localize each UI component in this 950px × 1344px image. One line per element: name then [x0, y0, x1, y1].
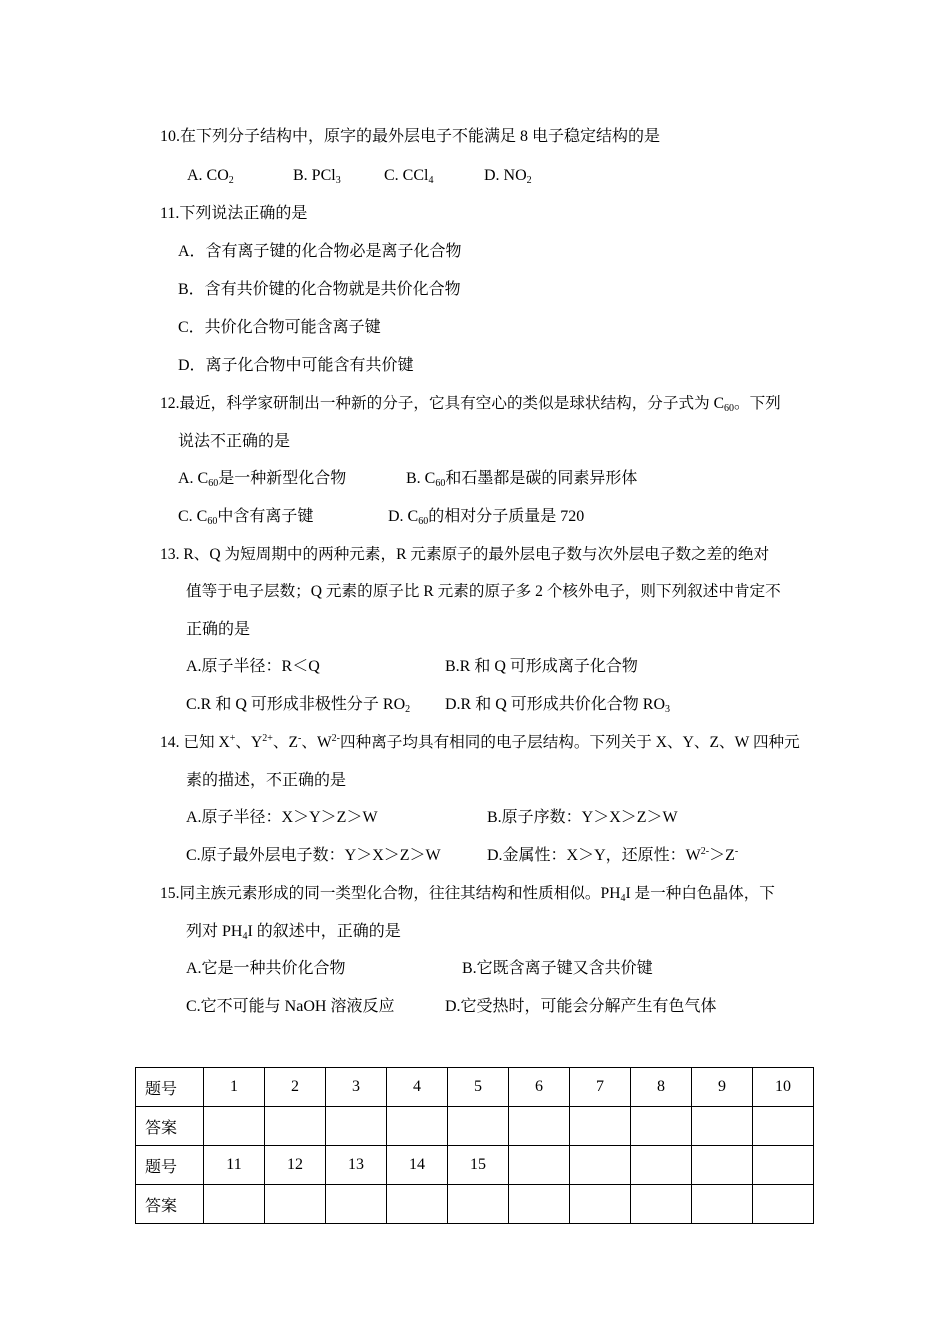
question-number-cell: 12 — [265, 1146, 326, 1185]
question-number-cell — [509, 1146, 570, 1185]
q15-option-b: B.它既含离子键又含共价键 — [462, 960, 653, 977]
answer-cell[interactable] — [509, 1185, 570, 1224]
q11-option-c: C．共价化合物可能含离子键 — [178, 319, 381, 336]
question-number-cell: 3 — [326, 1068, 387, 1107]
answer-table — [135, 1067, 814, 1224]
row-label-answer: 答案 — [136, 1107, 204, 1146]
answer-cell[interactable] — [204, 1185, 265, 1224]
q10-option-a: A. $CO_2$ — [187, 167, 234, 186]
question-number-cell: 15 — [448, 1146, 509, 1185]
question-number-cell: 2 — [265, 1068, 326, 1107]
table-row-answers-1 — [136, 1107, 814, 1146]
question-number-cell: 7 — [570, 1068, 631, 1107]
answer-cell[interactable] — [448, 1185, 509, 1224]
q10-option-c: C. CCl$_4$ — [384, 167, 434, 186]
question-number-cell — [692, 1146, 753, 1185]
question-number-cell — [570, 1146, 631, 1185]
question-number-cell: 5 — [448, 1068, 509, 1107]
q13-stem-line1: 13. R、Q 为短周期中的两种元素，R 元素原子的最外层电子数与次外层电子数之差的绝对 — [160, 546, 770, 563]
answer-cell[interactable] — [570, 1107, 631, 1146]
answer-cell[interactable] — [631, 1185, 692, 1224]
q13-option-c: C.R 和 Q 可形成非极性分子 $RO_2$ — [186, 696, 411, 715]
answer-cell[interactable] — [326, 1185, 387, 1224]
answer-cell[interactable] — [692, 1185, 753, 1224]
question-number-cell: 13 — [326, 1146, 387, 1185]
question-number-cell: 11 — [204, 1146, 265, 1185]
q13-option-a: A.原子半径：R＜Q — [186, 658, 320, 675]
q14-option-c: C.原子最外层电子数：Y＞X＞Z＞W — [186, 847, 441, 864]
question-number-cell: 4 — [387, 1068, 448, 1107]
q15-option-a: A.它是一种共价化合物 — [186, 960, 346, 977]
q15-stem-line1: 15.同主族元素形成的同一类型化合物，往往其结构和性质相似。$PH_4I$ 是一种白色晶体，下 — [160, 885, 775, 904]
row-label-number: 题号 — [136, 1146, 204, 1185]
q11-option-a: A．含有离子键的化合物必是离子化合物 — [178, 243, 462, 260]
answer-cell[interactable] — [387, 1185, 448, 1224]
q15-option-c: C.它不可能与 NaOH 溶液反应 — [186, 998, 395, 1015]
q12-option-c: C. $C_{60}$中含有离子键 — [178, 508, 314, 527]
answer-cell[interactable] — [631, 1107, 692, 1146]
question-number-cell — [631, 1146, 692, 1185]
answer-cell[interactable] — [570, 1185, 631, 1224]
q13-stem-line3: 正确的是 — [186, 621, 251, 638]
answer-cell[interactable] — [509, 1107, 570, 1146]
answer-cell[interactable] — [204, 1107, 265, 1146]
answer-cell[interactable] — [326, 1107, 387, 1146]
q10-option-d: D. $NO_2$ — [484, 167, 532, 186]
answer-cell[interactable] — [753, 1107, 814, 1146]
q12-option-b: B. $C_{60}$和石墨都是碳的同素异形体 — [406, 470, 638, 489]
answer-cell[interactable] — [753, 1185, 814, 1224]
row-label-answer: 答案 — [136, 1185, 204, 1224]
question-number-cell: 10 — [753, 1068, 814, 1107]
q12-stem-line1: 12.最近，科学家研制出一种新的分子，它具有空心的类似是球状结构，分子式为 $C_{60}$。下列 — [160, 395, 781, 414]
question-number-cell: 8 — [631, 1068, 692, 1107]
question-number-cell: 6 — [509, 1068, 570, 1107]
q12-stem-line2: 说法不正确的是 — [178, 433, 291, 450]
answer-cell[interactable] — [387, 1107, 448, 1146]
q11-stem: 11.下列说法正确的是 — [160, 205, 308, 222]
table-row-numbers-2 — [136, 1146, 814, 1185]
table-row-answers-2 — [136, 1185, 814, 1224]
answer-cell[interactable] — [448, 1107, 509, 1146]
question-number-cell: 14 — [387, 1146, 448, 1185]
answer-cell[interactable] — [692, 1107, 753, 1146]
q13-stem-line2: 值等于电子层数；Q 元素的原子比 R 元素的原子多 2 个核外电子，则下列叙述中肯定不 — [186, 583, 781, 600]
q13-option-b: B.R 和 Q 可形成离子化合物 — [445, 658, 638, 675]
q10-stem: 10.在下列分子结构中，原字的最外层电子不能满足 8 电子稳定结构的是 — [160, 128, 661, 145]
q10-option-b: B. PCl$_3$ — [293, 167, 341, 186]
q15-option-d: D.它受热时，可能会分解产生有色气体 — [445, 998, 717, 1015]
row-label-number: 题号 — [136, 1068, 204, 1107]
answer-cell[interactable] — [265, 1107, 326, 1146]
question-number-cell — [753, 1146, 814, 1185]
q14-stem-line1: 14. 已知 X+、$Y^{2+}$、Z-、$W^{2-}$四种离子均具有相同的电子层结构。下列关于 X、Y、Z、W 四种元 — [160, 733, 800, 751]
q11-option-b: B．含有共价键的化合物就是共价化合物 — [178, 281, 461, 298]
q14-stem-line2: 素的描述，不正确的是 — [186, 772, 347, 789]
question-number-cell: 1 — [204, 1068, 265, 1107]
question-number-cell: 9 — [692, 1068, 753, 1107]
q12-option-d: D. $C_{60}$的相对分子质量是 720 — [388, 508, 585, 527]
q12-option-a: A. $C_{60}$是一种新型化合物 — [178, 470, 347, 489]
answer-cell[interactable] — [265, 1185, 326, 1224]
table-row-numbers-1 — [136, 1068, 814, 1107]
q14-option-a: A.原子半径：X＞Y＞Z＞W — [186, 809, 378, 826]
q14-option-d: D.金属性：X＞Y，还原性：$W^{2-}>Z^-$ — [487, 846, 739, 864]
q13-option-d: D.R 和 Q 可形成共价化合物 $RO_3$ — [445, 696, 671, 715]
q11-option-d: D．离子化合物中可能含有共价键 — [178, 357, 414, 374]
q15-stem-line2: 列对 $PH_4I$ 的叙述中，正确的是 — [186, 923, 401, 942]
q14-option-b: B.原子序数：Y＞X＞Z＞W — [487, 809, 678, 826]
